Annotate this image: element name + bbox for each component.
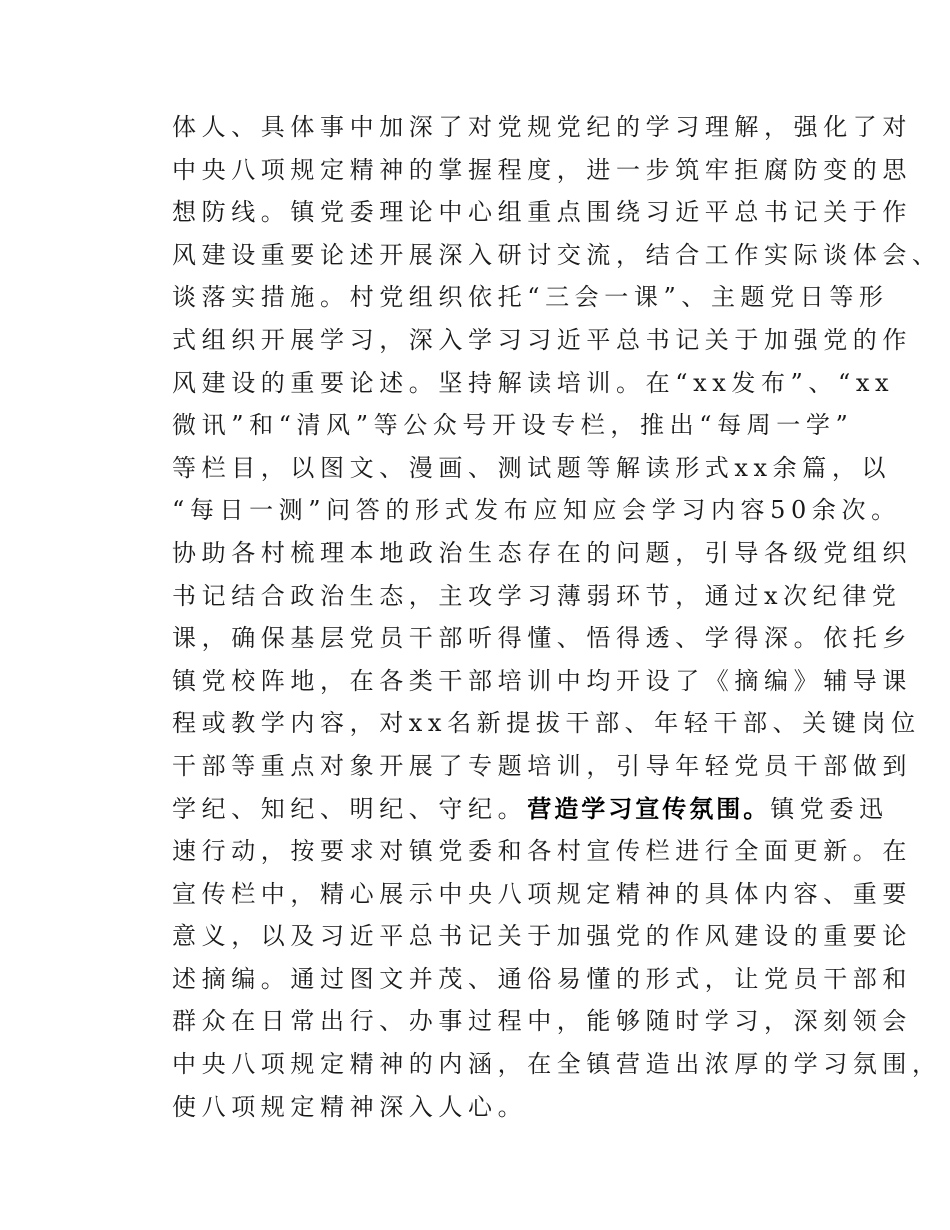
text-line: 群众在日常出行、办事过程中，能够随时学习，深刻领会 (172, 1007, 912, 1036)
text-line: 课，确保基层党员干部听得懂、悟得透、学得深。依托乡 (172, 624, 912, 653)
text-line: 风建设重要论述开展深入研讨交流，结合工作实际谈体会、 (172, 240, 942, 269)
text-line: 中央八项规定精神的掌握程度，进一步筑牢拒腐防变的思 (172, 155, 912, 184)
section-heading: 营造学习宣传氛围。 (527, 794, 771, 823)
text-line: 风建设的重要论述。坚持解读培训。在“xx发布”、“xx (172, 368, 895, 397)
text-line: “每日一测”问答的形式发布应知应会学习内容50余次。 (172, 496, 901, 525)
text-line: 微讯”和“清风”等公众号开设专栏，推出“每周一学” (172, 411, 854, 440)
text-line: 述摘编。通过图文并茂、通俗易懂的形式，让党员干部和 (172, 964, 912, 993)
text-line: 书记结合政治生态，主攻学习薄弱环节，通过x次纪律党 (172, 581, 902, 610)
text-segment: 学纪、知纪、明纪、守纪。 (172, 794, 528, 823)
text-line-heading (172, 788, 889, 831)
text-line: 干部等重点对象开展了专题培训，引导年轻党员干部做到 (172, 751, 912, 780)
text-line: 想防线。镇党委理论中心组重点围绕习近平总书记关于作 (172, 198, 912, 227)
text-line: 协助各村梳理本地政治生态存在的问题，引导各级党组织 (172, 538, 912, 567)
text-line: 意义，以及习近平总书记关于加强党的作风建设的重要论 (172, 922, 912, 951)
text-line: 谈落实措施。村党组织依托“三会一课”、主题党日等形 (172, 283, 889, 312)
text-line: 宣传栏中，精心展示中央八项规定精神的具体内容、重要 (172, 879, 912, 908)
text-line: 式组织开展学习，深入学习习近平总书记关于加强党的作 (172, 325, 912, 354)
text-line: 等栏目，以图文、漫画、测试题等解读形式xx余篇，以 (172, 453, 892, 482)
text-line: 速行动，按要求对镇党委和各村宣传栏进行全面更新。在 (172, 837, 912, 866)
text-line: 镇党校阵地，在各类干部培训中均开设了《摘编》辅导课 (172, 666, 912, 695)
text-line: 程或教学内容，对xx名新提拔干部、年轻干部、关键岗位 (172, 709, 921, 738)
text-line: 使八项规定精神深入人心。 (172, 1092, 528, 1121)
text-line: 中央八项规定精神的内涵，在全镇营造出浓厚的学习氛围， (172, 1050, 942, 1079)
text-line: 体人、具体事中加深了对党规党纪的学习理解，强化了对 (172, 113, 912, 141)
document-body (172, 106, 942, 1128)
text-segment: 镇党委迅 (770, 794, 889, 823)
